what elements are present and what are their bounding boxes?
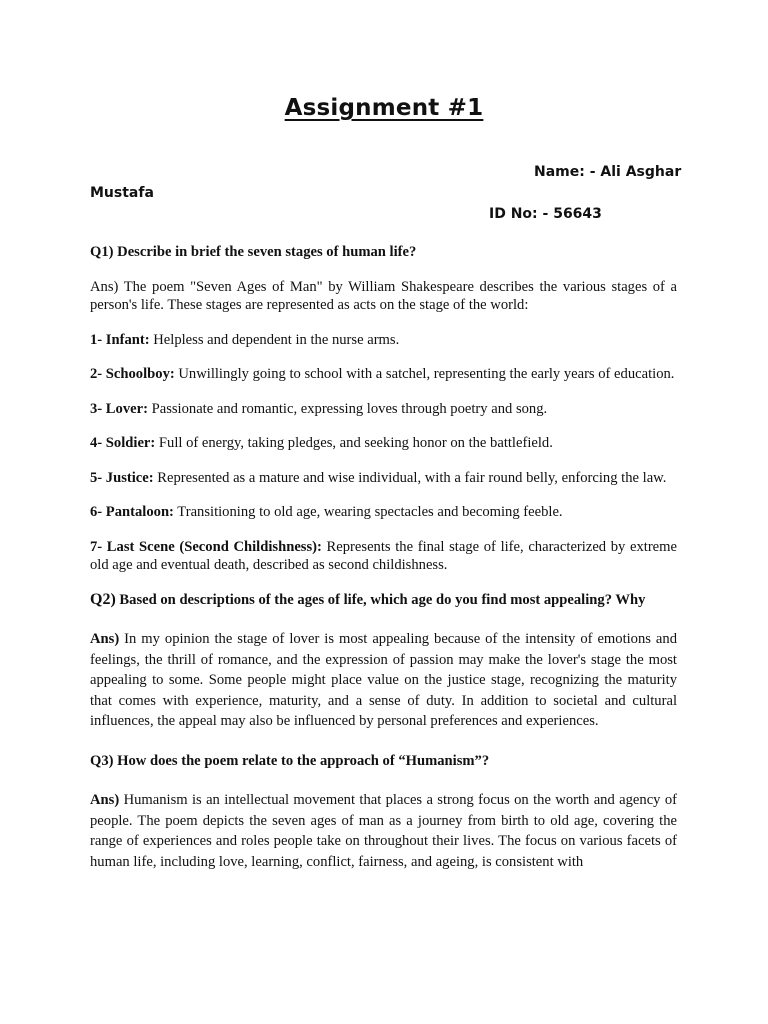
answer-2 — [90, 629, 677, 732]
question-2 — [90, 591, 677, 610]
student-name-continued: Mustafa — [90, 185, 154, 201]
stage-text: Transitioning to old age, wearing spectacles and becoming feeble. — [173, 504, 563, 520]
stage-item-6 — [90, 503, 677, 522]
stage-item-4 — [90, 434, 677, 453]
question-number: Q2) — [90, 590, 116, 608]
stage-text: Full of energy, taking pledges, and seeking honor on the battlefield. — [155, 435, 553, 451]
stage-label: 7- Last Scene (Second Childishness): — [90, 538, 322, 555]
stage-item-5 — [90, 469, 677, 488]
question-text: Based on descriptions of the ages of life, which age do you find most appealing? Why — [115, 591, 646, 608]
question-1: Q1) Describe in brief the seven stages of human life? — [90, 244, 417, 260]
stage-text: Represents the final stage of life, characterized by extreme old age and eventual death, described as second childishness. — [90, 538, 677, 573]
stage-item-2 — [90, 365, 677, 384]
stage-label: 2- Schoolboy: — [90, 366, 175, 382]
stage-label: 5- Justice: — [90, 469, 154, 486]
stage-item-1 — [90, 331, 677, 350]
student-name-line: Name: - Ali Asghar — [534, 164, 682, 180]
answer-text: Humanism is an intellectual movement that places a strong focus on the worth and agency of people. The poem depicts the seven ages of man as a journey from birth to old age, covering the range of experiences and roles people take on throughout their lives. The focus on various facets of human life, including love, learning, conflict, fairness, and ageing, is consistent with — [90, 792, 677, 870]
answer-text: In my opinion the stage of lover is most appealing because of the intensity of emotions and feelings, the thrill of romance, and the expression of passion may make the lover's stage the most appealing to some. Some people might place value on the justice stage, recognizing the maturity that comes with experience, maturity, and a sense of duty. In addition to societal and cultural influences, the appeal may also be influenced by personal preferences and experiences. — [90, 631, 677, 729]
answer-label: Ans) — [90, 631, 120, 647]
answer-3 — [90, 790, 677, 872]
stage-label: 3- Lover: — [90, 400, 148, 417]
stage-label: 4- Soldier: — [90, 435, 156, 451]
stage-text: Unwillingly going to school with a satchel, representing the early years of education. — [174, 366, 675, 382]
stage-item-7 — [90, 538, 677, 575]
assignment-title: Assignment #1 — [284, 95, 484, 121]
stage-label: 1- Infant: — [90, 331, 150, 348]
answer-label: Ans) — [90, 792, 120, 808]
stage-text: Passionate and romantic, expressing loves through poetry and song. — [147, 400, 548, 417]
student-id-line: ID No: - 56643 — [489, 206, 602, 222]
stage-item-3 — [90, 400, 677, 419]
document-body — [90, 243, 677, 872]
stage-text: Represented as a mature and wise individual, with a fair round belly, enforcing the law. — [153, 469, 667, 486]
answer-1-intro: Ans) The poem "Seven Ages of Man" by William Shakespeare describes the various stages of a person's life. These stages are represented as acts on the stage of the world: — [90, 278, 677, 313]
stage-label: 6- Pantaloon: — [90, 504, 174, 520]
question-3: Q3) How does the poem relate to the approach of “Humanism”? — [90, 752, 490, 769]
stage-text: Helpless and dependent in the nurse arms. — [149, 331, 400, 348]
